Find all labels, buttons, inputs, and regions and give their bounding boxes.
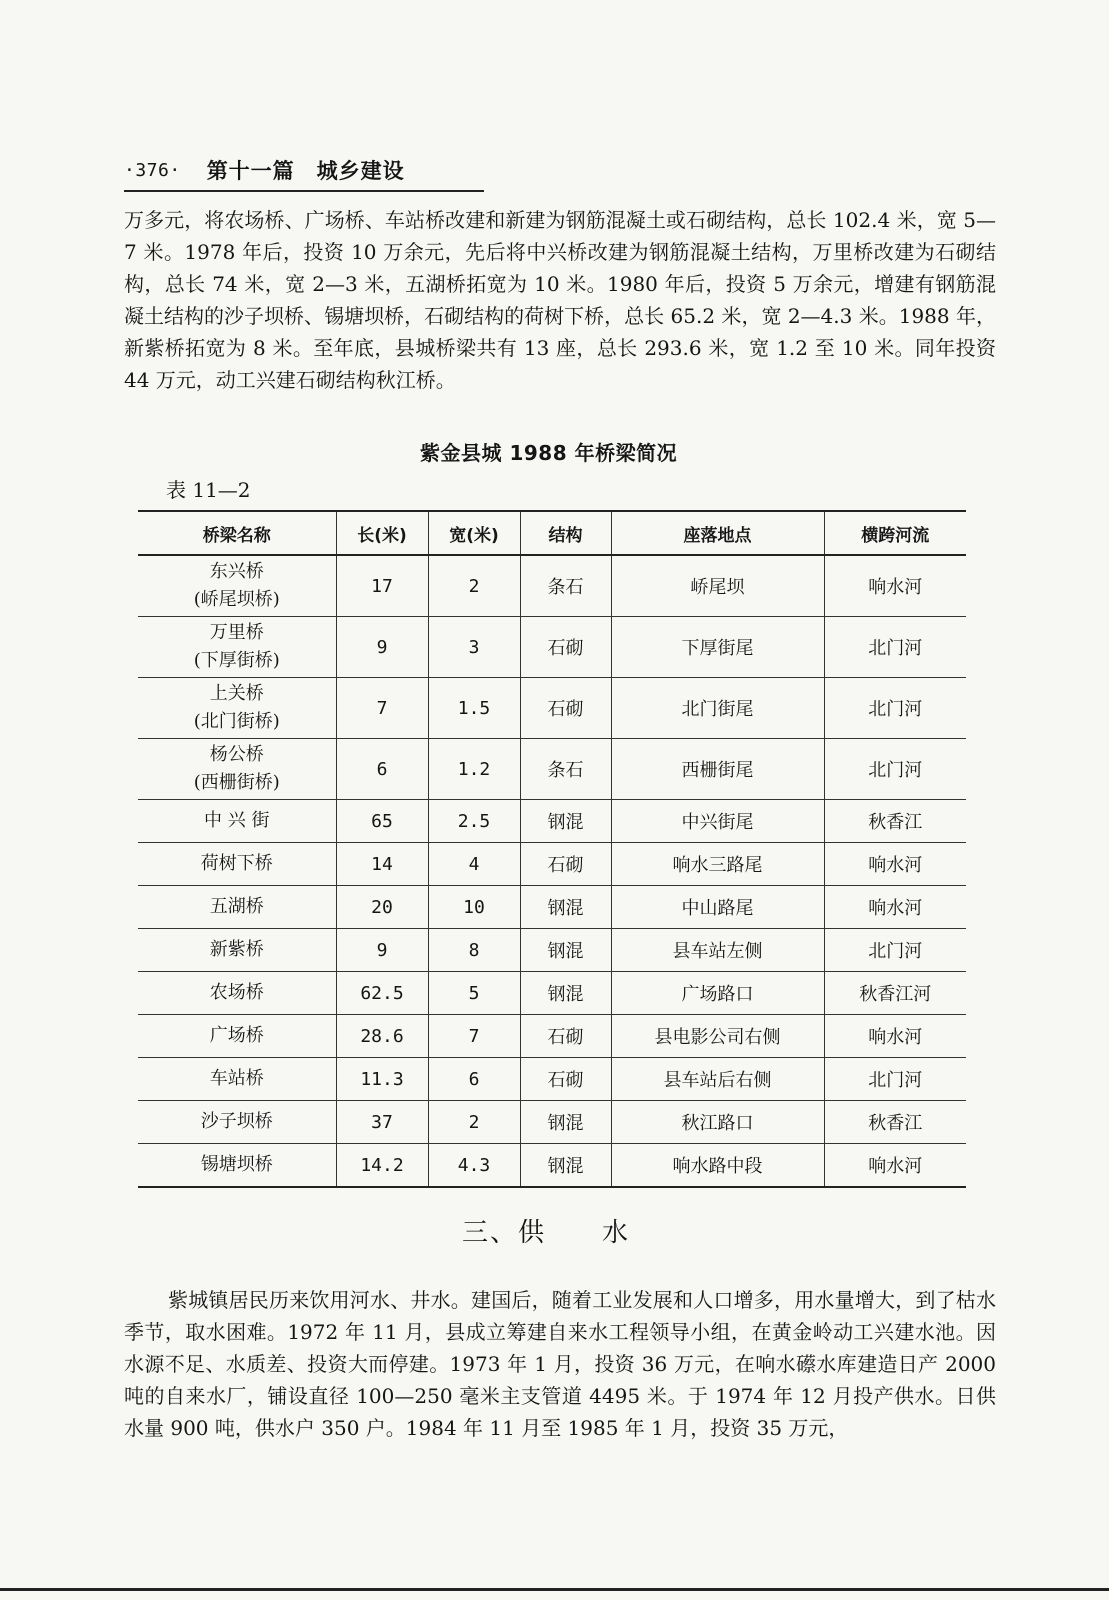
cell-width: 10: [428, 886, 520, 929]
bridge-name: 东兴桥: [209, 561, 264, 582]
cell-bridge-name: [138, 929, 336, 972]
table-row: [138, 678, 966, 739]
cell-width: 2: [428, 1101, 520, 1144]
cell-river: 响水河: [824, 1144, 966, 1188]
header-name: 桥梁名称: [138, 511, 336, 555]
cell-river: 响水河: [824, 1015, 966, 1058]
cell-bridge-name: [138, 678, 336, 739]
cell-river: 秋香江: [824, 1101, 966, 1144]
cell-river: 响水河: [824, 555, 966, 617]
cell-structure: 钢混: [520, 972, 611, 1015]
cell-width: 1.5: [428, 678, 520, 739]
cell-bridge-name: [138, 800, 336, 843]
table-row: [138, 800, 966, 843]
cell-bridge-name: [138, 886, 336, 929]
header-structure: 结构: [520, 511, 611, 555]
cell-width: 8: [428, 929, 520, 972]
cell-structure: 钢混: [520, 1101, 611, 1144]
cell-length: 65: [336, 800, 428, 843]
bridge-alias: (峤尾坝桥): [193, 589, 280, 610]
header-river: 横跨河流: [824, 511, 966, 555]
section-heading: 第十一篇 城乡建设: [206, 159, 405, 183]
cell-structure: 条石: [520, 739, 611, 800]
cell-structure: 石砌: [520, 843, 611, 886]
cell-location: 响水路中段: [611, 1144, 824, 1188]
cell-structure: 条石: [520, 555, 611, 617]
bridge-name: 五湖桥: [209, 896, 264, 917]
table-header-row: [138, 511, 966, 555]
table-row: [138, 843, 966, 886]
cell-width: 7: [428, 1015, 520, 1058]
cell-location: 中兴街尾: [611, 800, 824, 843]
cell-width: 5: [428, 972, 520, 1015]
cell-width: 6: [428, 1058, 520, 1101]
bridge-name: 万里桥: [209, 622, 264, 643]
cell-river: 北门河: [824, 678, 966, 739]
cell-length: 28.6: [336, 1015, 428, 1058]
cell-structure: 钢混: [520, 929, 611, 972]
bridge-name: 车站桥: [209, 1068, 264, 1089]
table-row: [138, 1144, 966, 1188]
bridge-name: 荷树下桥: [200, 853, 273, 874]
table-body: [138, 555, 966, 1187]
table-row: [138, 555, 966, 617]
cell-location: 县车站后右侧: [611, 1058, 824, 1101]
bridge-name: 沙子坝桥: [200, 1111, 273, 1132]
cell-location: 中山路尾: [611, 886, 824, 929]
cell-length: 37: [336, 1101, 428, 1144]
cell-river: 秋香江河: [824, 972, 966, 1015]
header-width: 宽(米): [428, 511, 520, 555]
table-row: [138, 929, 966, 972]
table-row: [138, 739, 966, 800]
cell-length: 11.3: [336, 1058, 428, 1101]
paragraph-text: 紫城镇居民历来饮用河水、井水。建国后，随着工业发展和人口增多，用水量增大，到了枯水季节，取水困难。1972 年 11 月，县成立筹建自来水工程领导小组，在黄金岭动工兴建水池。因水源不足、水质差、投资大而停建。1973 年 1 月，投资 36 万元，在响水礤水库建造日产 2000 吨的自来水厂，铺设直径 100—250 毫米主支管道 4495 米。于 1974 年 12 月投产供水。日供水量 900 吨，供水户 350 户。1984 年 11 月至 1985 年 1 月，投资 35 万元，: [124, 1288, 996, 1440]
cell-bridge-name: [138, 972, 336, 1015]
cell-length: 62.5: [336, 972, 428, 1015]
cell-location: 西栅街尾: [611, 739, 824, 800]
table-row: [138, 1015, 966, 1058]
table-label: 表 11—2: [166, 478, 251, 502]
cell-structure: 钢混: [520, 886, 611, 929]
bridge-name: 杨公桥: [209, 744, 264, 765]
cell-length: 9: [336, 617, 428, 678]
cell-width: 3: [428, 617, 520, 678]
bridge-alias: (下厚街桥): [193, 650, 280, 671]
cell-width: 1.2: [428, 739, 520, 800]
cell-length: 9: [336, 929, 428, 972]
cell-river: 响水河: [824, 843, 966, 886]
table-title: 紫金县城 1988 年桥梁简况: [420, 441, 678, 465]
cell-structure: 石砌: [520, 1015, 611, 1058]
bridge-table: [138, 510, 966, 1188]
cell-bridge-name: [138, 1015, 336, 1058]
section-heading-end: 水: [602, 1218, 631, 1248]
table-row: [138, 886, 966, 929]
cell-bridge-name: [138, 1101, 336, 1144]
cell-structure: 石砌: [520, 617, 611, 678]
header-length: 长(米): [336, 511, 428, 555]
cell-location: 峤尾坝: [611, 555, 824, 617]
bridge-name: 锡塘坝桥: [200, 1154, 273, 1175]
cell-width: 2: [428, 555, 520, 617]
bridge-name: 上关桥: [209, 683, 264, 704]
page-header: [124, 150, 484, 192]
cell-length: 20: [336, 886, 428, 929]
cell-length: 17: [336, 555, 428, 617]
bridge-name: 广场桥: [209, 1025, 264, 1046]
paragraph-text: 万多元，将农场桥、广场桥、车站桥改建和新建为钢筋混凝土或石砌结构，总长 102.4 米，宽 5—7 米。1978 年后，投资 10 万余元，先后将中兴桥改建为钢筋混凝土结构，万里桥改建为石砌结构，总长 74 米，宽 2—3 米，五湖桥拓宽为 10 米。1980 年后，投资 5 万余元，增建有钢筋混凝土结构的沙子坝桥、锡塘坝桥，石砌结构的荷树下桥，总长 65.2 米，宽 2—4.3 米。1988 年，新紫桥拓宽为 8 米。至年底，县城桥梁共有 13 座，总长 293.6 米，宽 1.2 至 10 米。同年投资 44 万元，动工兴建石砌结构秋江桥。: [124, 208, 996, 392]
cell-structure: 石砌: [520, 1058, 611, 1101]
bridge-name: 中 兴 街: [204, 810, 270, 831]
cell-length: 14.2: [336, 1144, 428, 1188]
cell-structure: 钢混: [520, 800, 611, 843]
page-bottom-rule: [0, 1588, 1109, 1591]
section-heading-water-supply: [462, 1212, 630, 1249]
bridge-name: 新紫桥: [209, 939, 264, 960]
cell-bridge-name: [138, 739, 336, 800]
cell-location: 广场路口: [611, 972, 824, 1015]
bridge-alias: (西栅街桥): [193, 772, 280, 793]
cell-location: 县车站左侧: [611, 929, 824, 972]
cell-length: 14: [336, 843, 428, 886]
cell-river: 秋香江: [824, 800, 966, 843]
bridge-alias: (北门街桥): [193, 711, 280, 732]
cell-river: 北门河: [824, 1058, 966, 1101]
cell-bridge-name: [138, 617, 336, 678]
cell-location: 下厚街尾: [611, 617, 824, 678]
cell-length: 7: [336, 678, 428, 739]
cell-width: 2.5: [428, 800, 520, 843]
cell-width: 4.3: [428, 1144, 520, 1188]
cell-bridge-name: [138, 1144, 336, 1188]
table-row: [138, 1101, 966, 1144]
cell-location: 县电影公司右侧: [611, 1015, 824, 1058]
table-row: [138, 972, 966, 1015]
paragraph-water: [124, 1284, 996, 1444]
table-row: [138, 1058, 966, 1101]
cell-location: 北门街尾: [611, 678, 824, 739]
page-number: ·376·: [124, 159, 181, 181]
header-location: 座落地点: [611, 511, 824, 555]
cell-length: 6: [336, 739, 428, 800]
cell-bridge-name: [138, 843, 336, 886]
cell-bridge-name: [138, 555, 336, 617]
table-row: [138, 617, 966, 678]
cell-river: 北门河: [824, 617, 966, 678]
bridge-name: 农场桥: [209, 982, 264, 1003]
cell-river: 响水河: [824, 886, 966, 929]
section-heading-number: 三、供: [462, 1218, 547, 1248]
cell-bridge-name: [138, 1058, 336, 1101]
cell-structure: 石砌: [520, 678, 611, 739]
cell-location: 秋江路口: [611, 1101, 824, 1144]
cell-structure: 钢混: [520, 1144, 611, 1188]
cell-river: 北门河: [824, 929, 966, 972]
cell-width: 4: [428, 843, 520, 886]
cell-location: 响水三路尾: [611, 843, 824, 886]
paragraph-bridges: [124, 204, 996, 396]
cell-river: 北门河: [824, 739, 966, 800]
